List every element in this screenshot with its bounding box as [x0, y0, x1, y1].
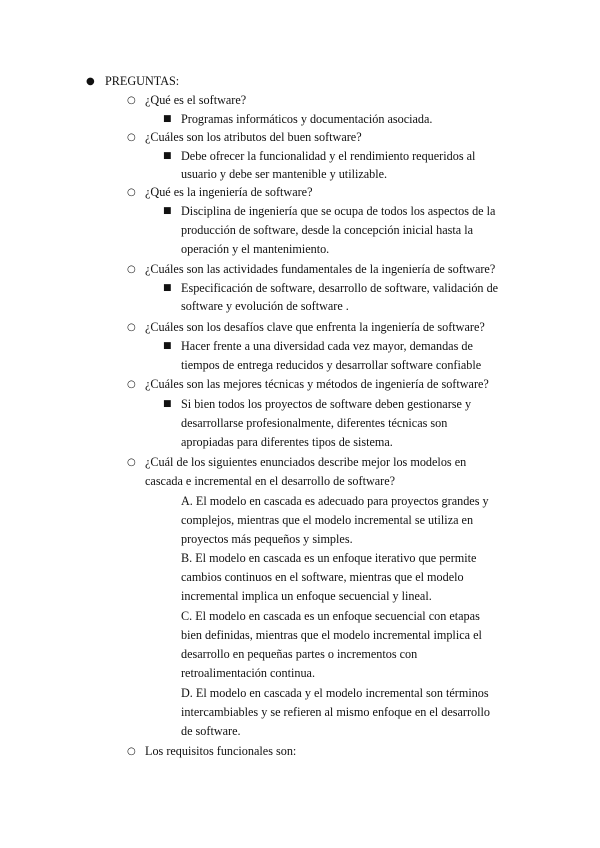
- square-bullet-icon: ■: [163, 341, 172, 351]
- option-a-line-1: A. El modelo en cascada es adecuado para proyectos grandes y: [181, 494, 489, 508]
- bullet-icon: ●: [86, 76, 95, 87]
- option-c-line-4: retroalimentación continua.: [181, 666, 316, 680]
- circle-bullet-icon: ○: [127, 457, 136, 468]
- option-b-line-1: B. El modelo en cascada es un enfoque iterativo que permite: [181, 551, 477, 565]
- answer-6-line-2: desarrollarse profesionalmente, diferentes técnicas son: [181, 416, 448, 430]
- option-c-line-2: bien definidas, mientras que el modelo incremental implica el: [181, 628, 482, 642]
- option-b-line-2: cambios continuos en el software, mientras que el modelo: [181, 570, 464, 584]
- option-b-line-3: incremental implica un enfoque secuencial y lineal.: [181, 589, 432, 603]
- question-7-line-1: ¿Cuál de los siguientes enunciados describe mejor los modelos en: [145, 455, 467, 469]
- question-3: ¿Qué es la ingeniería de software?: [145, 185, 313, 199]
- square-bullet-icon: ■: [163, 151, 172, 161]
- answer-2-line-1: Debe ofrecer la funcionalidad y el rendimiento requeridos al: [181, 149, 476, 163]
- circle-bullet-icon: ○: [127, 187, 136, 198]
- answer-4-line-2: software y evolución de software .: [181, 299, 349, 313]
- answer-1-line-1: Programas informáticos y documentación asociada.: [181, 112, 433, 126]
- option-d-line-2: intercambiables y se refieren al mismo enfoque en el desarrollo: [181, 705, 490, 719]
- answer-5-line-1: Hacer frente a una diversidad cada vez mayor, demandas de: [181, 339, 473, 353]
- option-c-line-1: C. El modelo en cascada es un enfoque secuencial con etapas: [181, 609, 480, 623]
- question-1: ¿Qué es el software?: [145, 93, 247, 107]
- answer-5-line-2: tiempos de entrega reducidos y desarrollar software confiable: [181, 358, 482, 372]
- question-5: ¿Cuáles son los desafíos clave que enfrenta la ingeniería de software?: [145, 320, 485, 334]
- square-bullet-icon: ■: [163, 399, 172, 409]
- section-title: PREGUNTAS:: [105, 74, 180, 88]
- option-d-line-3: de software.: [181, 724, 241, 738]
- circle-bullet-icon: ○: [127, 132, 136, 143]
- square-bullet-icon: ■: [163, 283, 172, 293]
- answer-3-line-1: Disciplina de ingeniería que se ocupa de todos los aspectos de la: [181, 204, 496, 218]
- question-6: ¿Cuáles son las mejores técnicas y métodos de ingeniería de software?: [145, 377, 489, 391]
- answer-6-line-1: Si bien todos los proyectos de software deben gestionarse y: [181, 397, 472, 411]
- answer-2-line-2: usuario y debe ser mantenible y utilizable.: [181, 167, 388, 181]
- question-7-line-2: cascada e incremental en el desarrollo de software?: [145, 474, 396, 488]
- answer-3-line-2: producción de software, desde la concepción inicial hasta la: [181, 223, 474, 237]
- option-d-line-1: D. El modelo en cascada y el modelo incremental son términos: [181, 686, 489, 700]
- circle-bullet-icon: ○: [127, 322, 136, 333]
- circle-bullet-icon: ○: [127, 746, 136, 757]
- circle-bullet-icon: ○: [127, 379, 136, 390]
- square-bullet-icon: ■: [163, 114, 172, 124]
- answer-6-line-3: apropiadas para diferentes tipos de sistema.: [181, 435, 393, 449]
- circle-bullet-icon: ○: [127, 95, 136, 106]
- question-8: Los requisitos funcionales son:: [145, 744, 297, 758]
- answer-4-line-1: Especificación de software, desarrollo de software, validación de: [181, 281, 499, 295]
- answer-3-line-3: operación y el mantenimiento.: [181, 242, 330, 256]
- option-c-line-3: desarrollo en pequeñas partes o incrementos con: [181, 647, 418, 661]
- option-a-line-2: complejos, mientras que el modelo incremental se utiliza en: [181, 513, 474, 527]
- question-2: ¿Cuáles son los atributos del buen software?: [145, 130, 362, 144]
- question-4: ¿Cuáles son las actividades fundamentales de la ingeniería de software?: [145, 262, 496, 276]
- option-a-line-3: proyectos más pequeños y simples.: [181, 532, 353, 546]
- circle-bullet-icon: ○: [127, 264, 136, 275]
- square-bullet-icon: ■: [163, 206, 172, 216]
